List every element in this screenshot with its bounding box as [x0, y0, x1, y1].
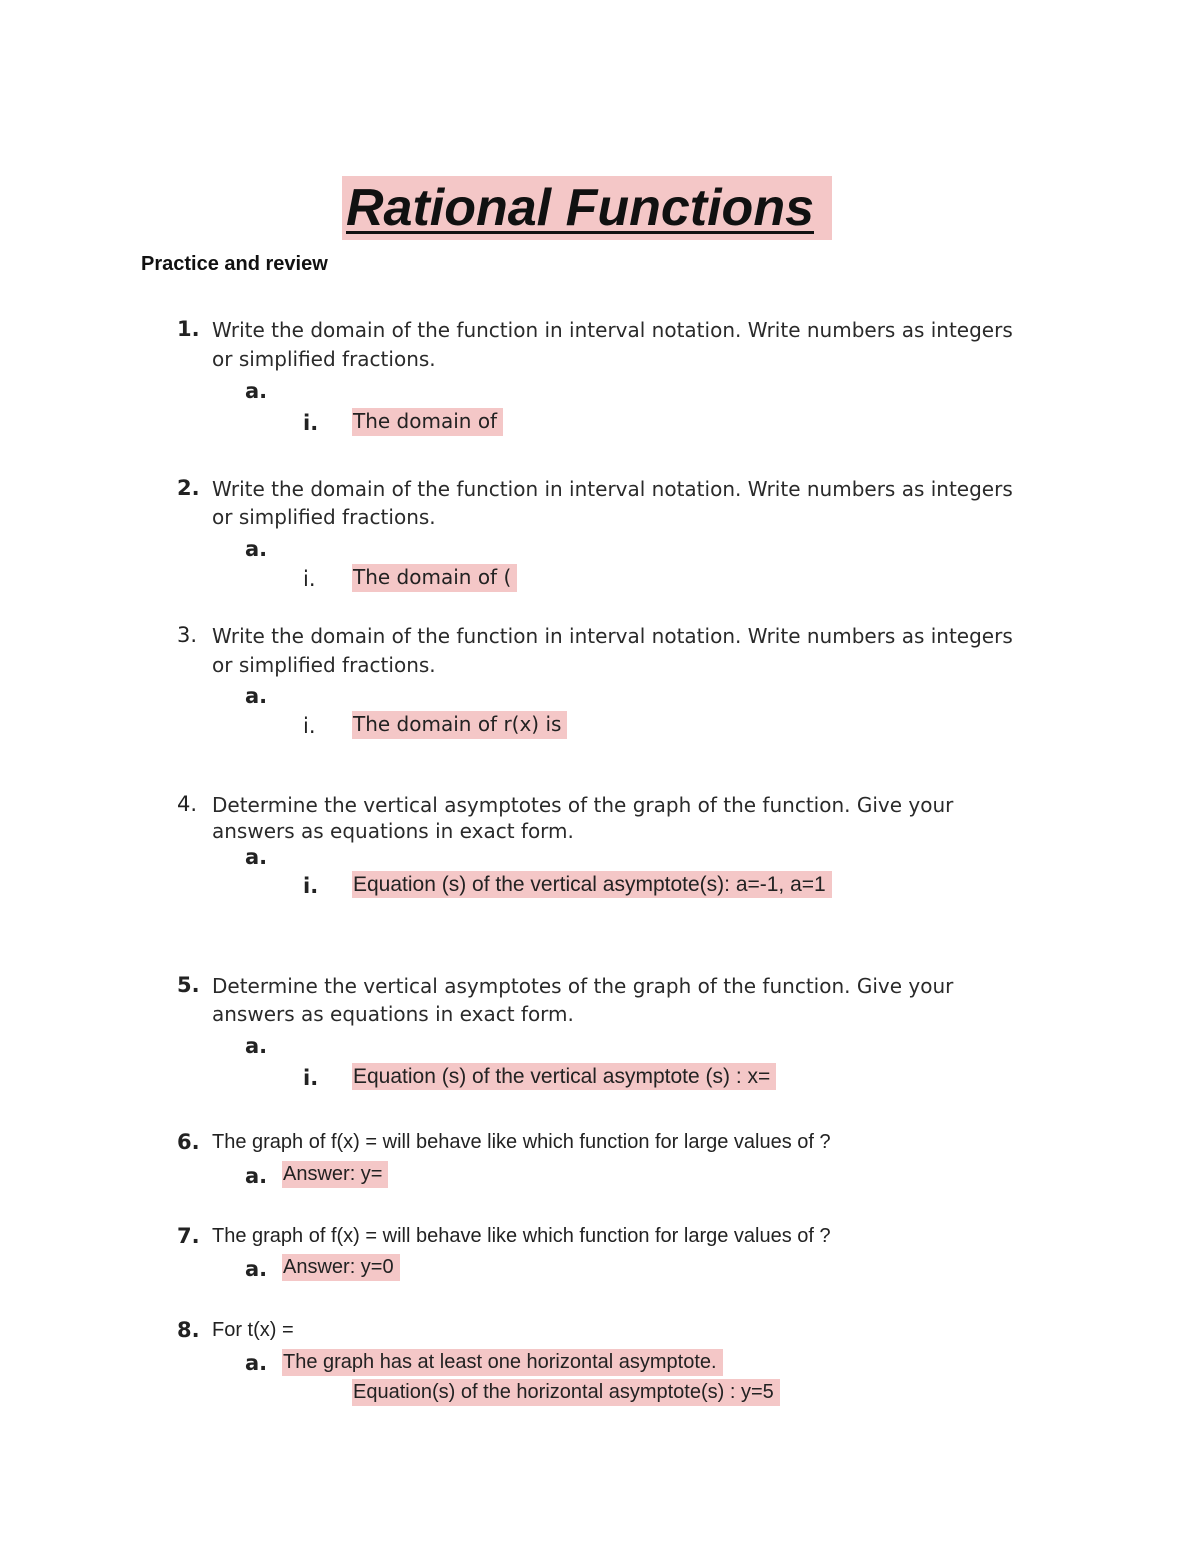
question-number: 7.	[177, 1224, 200, 1248]
sub-item-label: a.	[245, 379, 268, 403]
answer-text: The domain of	[352, 408, 503, 436]
sub-sub-item-label: i.	[303, 567, 316, 591]
answer-text: Equation (s) of the vertical asymptote(s): a=-1, a=1	[352, 871, 832, 898]
question-number: 3.	[177, 623, 198, 647]
sub-sub-item-label: i.	[303, 411, 319, 435]
document-subtitle: Practice and review	[141, 253, 328, 275]
document-title: Rational Functions	[342, 176, 832, 240]
question-text: Write the domain of the function in interval notation. Write numbers as integers	[212, 477, 1013, 501]
answer-text: The domain of r(x) is	[352, 711, 567, 739]
question-text-continued: or simplified fractions.	[212, 505, 436, 529]
question-number: 1.	[177, 317, 200, 341]
question-text-continued: or simplified fractions.	[212, 347, 436, 371]
question-text: The graph of f(x) = will behave like which function for large values of ?	[212, 1225, 831, 1247]
sub-item-label: a.	[245, 845, 268, 869]
answer-text-continued: Equation(s) of the horizontal asymptote(s) : y=5	[352, 1379, 780, 1406]
sub-item-label: a.	[245, 1257, 268, 1281]
question-text: Write the domain of the function in interval notation. Write numbers as integers	[212, 318, 1013, 342]
question-number: 6.	[177, 1130, 200, 1154]
answer-text: Equation (s) of the vertical asymptote (s) : x=	[352, 1063, 776, 1090]
question-text-continued: or simplified fractions.	[212, 653, 436, 677]
answer-text: Answer: y=0	[282, 1254, 400, 1281]
question-text: Write the domain of the function in interval notation. Write numbers as integers	[212, 624, 1013, 648]
sub-item-label: a.	[245, 1034, 268, 1058]
sub-item-label: a.	[245, 1351, 268, 1375]
sub-item-label: a.	[245, 1164, 268, 1188]
sub-sub-item-label: i.	[303, 714, 316, 738]
question-text-continued: answers as equations in exact form.	[212, 1002, 574, 1026]
sub-sub-item-label: i.	[303, 1066, 319, 1090]
question-text: Determine the vertical asymptotes of the graph of the function. Give your	[212, 793, 954, 817]
question-number: 5.	[177, 973, 200, 997]
answer-text: The domain of (	[352, 564, 517, 592]
question-number: 8.	[177, 1318, 200, 1342]
question-number: 4.	[177, 792, 198, 816]
sub-item-label: a.	[245, 537, 268, 561]
question-text-continued: answers as equations in exact form.	[212, 819, 574, 843]
sub-sub-item-label: i.	[303, 874, 319, 898]
question-text: Determine the vertical asymptotes of the graph of the function. Give your	[212, 974, 954, 998]
answer-text: Answer: y=	[282, 1161, 388, 1188]
sub-item-label: a.	[245, 684, 268, 708]
question-text: The graph of f(x) = will behave like which function for large values of ?	[212, 1131, 831, 1153]
answer-text: The graph has at least one horizontal asymptote.	[282, 1349, 723, 1376]
question-number: 2.	[177, 476, 200, 500]
question-text: For t(x) =	[212, 1319, 294, 1341]
